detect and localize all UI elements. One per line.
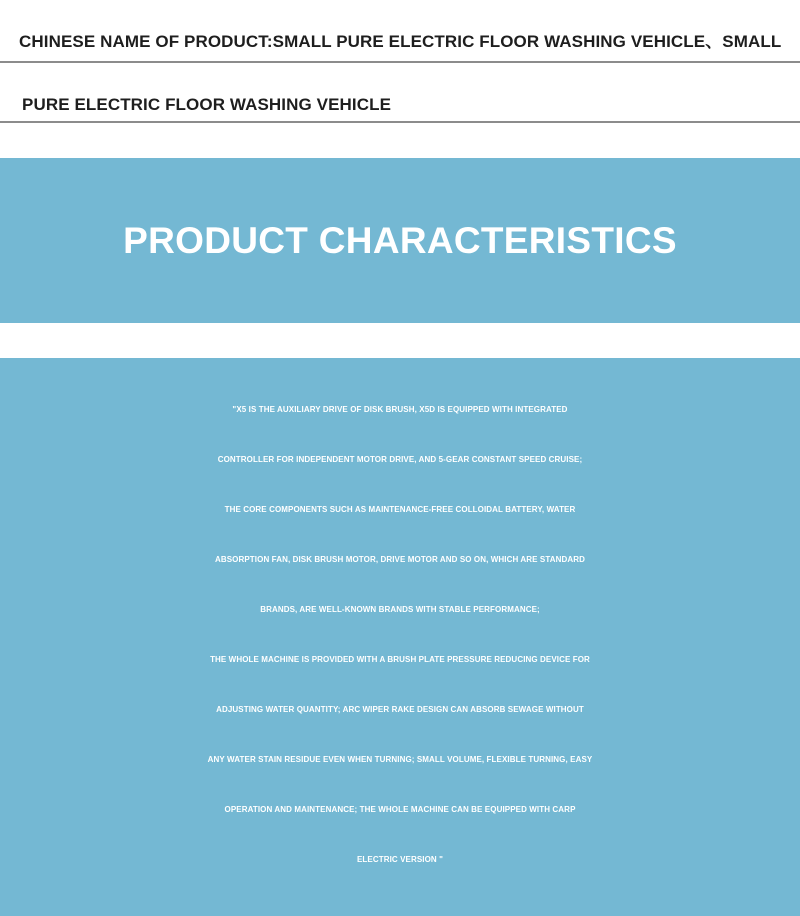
description-line: "X5 IS THE AUXILIARY DRIVE OF DISK BRUSH, X5D IS EQUIPPED WITH INTEGRATED	[232, 405, 568, 414]
description-line: OPERATION AND MAINTENANCE; THE WHOLE MACHINE CAN BE EQUIPPED WITH CARP	[224, 805, 576, 814]
description-line: ANY WATER STAIN RESIDUE EVEN WHEN TURNING; SMALL VOLUME, FLEXIBLE TURNING, EASY	[207, 755, 593, 764]
characteristics-description-band	[0, 358, 800, 916]
description-line: ABSORPTION FAN, DISK BRUSH MOTOR, DRIVE MOTOR AND SO ON, WHICH ARE STANDARD	[214, 555, 586, 564]
description-line: THE CORE COMPONENTS SUCH AS MAINTENANCE-FREE COLLOIDAL BATTERY, WATER	[224, 505, 576, 514]
description-line: THE WHOLE MACHINE IS PROVIDED WITH A BRUSH PLATE PRESSURE REDUCING DEVICE FOR	[210, 655, 590, 664]
product-name-row-1	[0, 0, 800, 63]
characteristics-heading: PRODUCT CHARACTERISTICS	[123, 219, 677, 261]
product-name-row-2	[0, 63, 800, 123]
description-line: CONTROLLER FOR INDEPENDENT MOTOR DRIVE, AND 5-GEAR CONSTANT SPEED CRUISE;	[217, 455, 583, 464]
product-name-text-line-2: PURE ELECTRIC FLOOR WASHING VEHICLE	[22, 95, 392, 114]
description-line: ELECTRIC VERSION "	[356, 855, 444, 864]
description-line: BRANDS, ARE WELL-KNOWN BRANDS WITH STABLE PERFORMANCE;	[260, 605, 540, 614]
description-line: ADJUSTING WATER QUANTITY; ARC WIPER RAKE DESIGN CAN ABSORB SEWAGE WITHOUT	[216, 705, 584, 714]
characteristics-description	[0, 406, 800, 906]
characteristics-heading-band	[0, 158, 800, 323]
product-name-text-line-1: CHINESE NAME OF PRODUCT:SMALL PURE ELECTRIC FLOOR WASHING VEHICLE、SMALL	[19, 32, 782, 51]
